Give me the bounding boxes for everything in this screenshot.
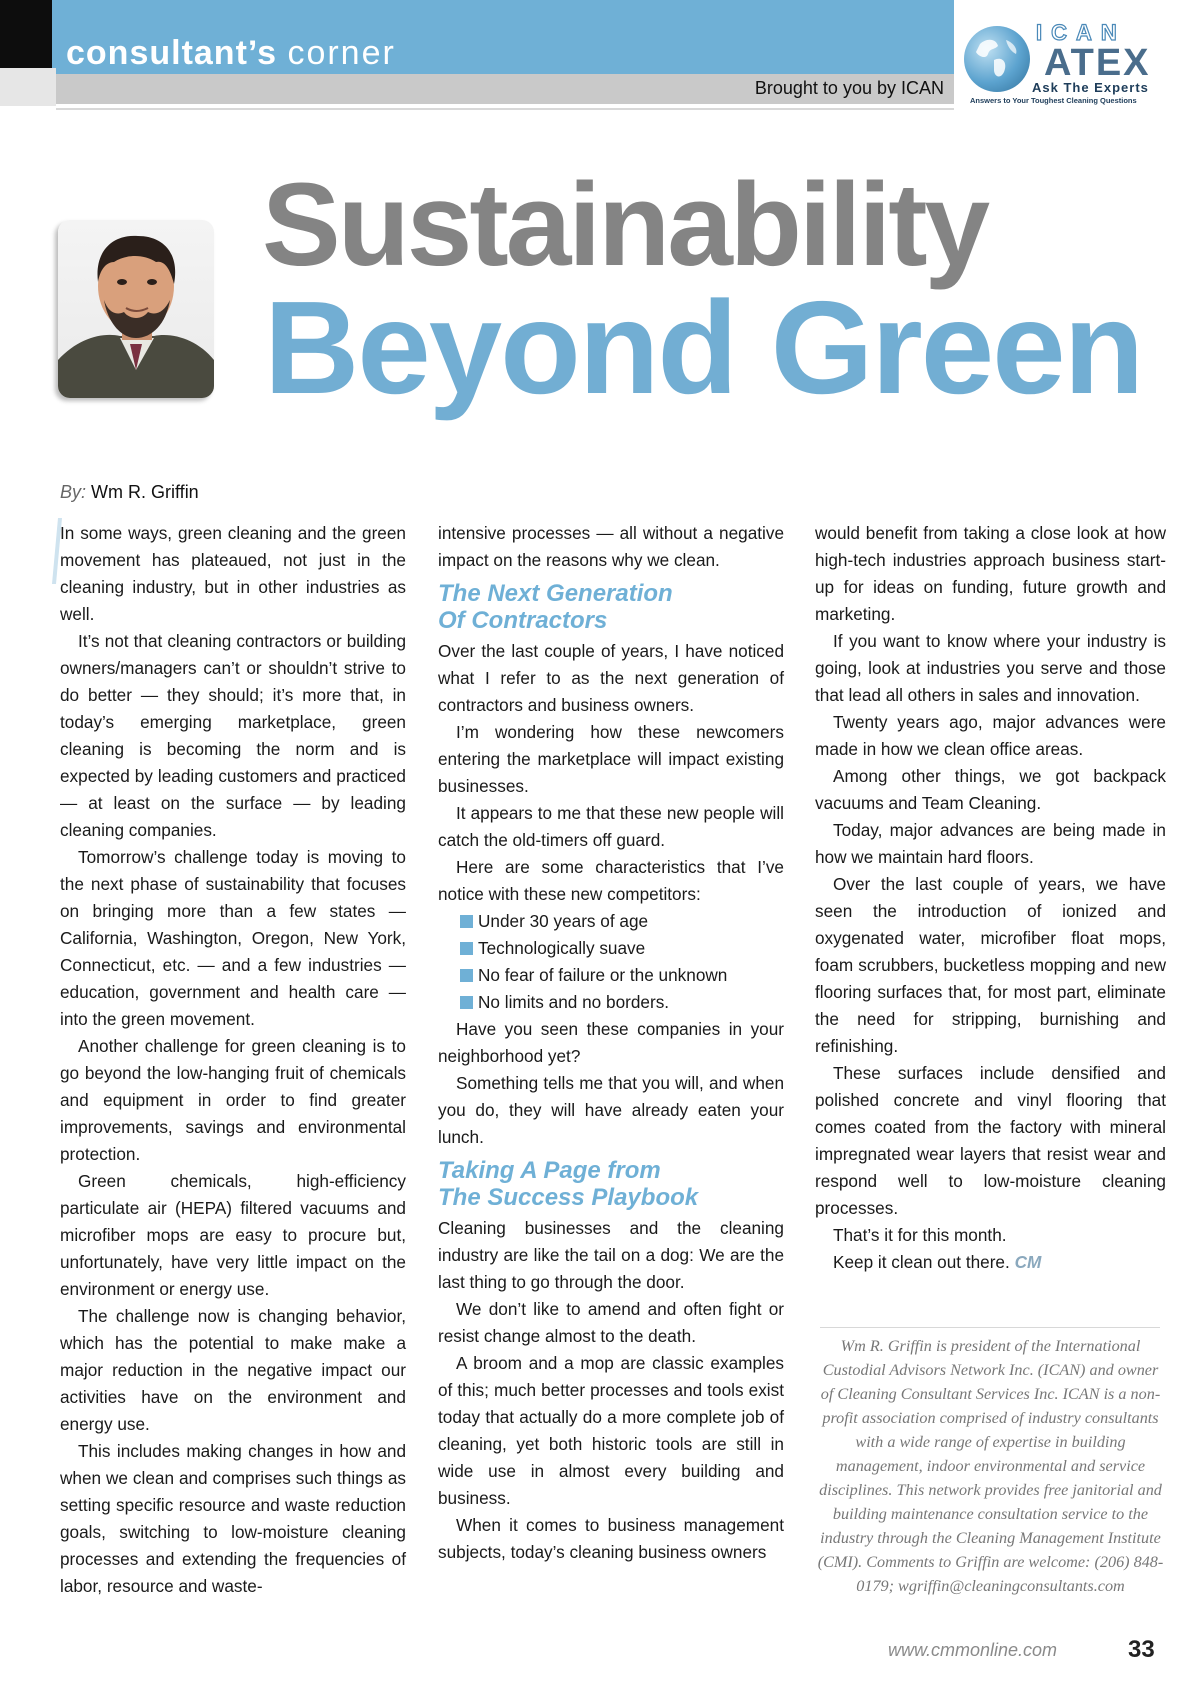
logo-atex-text: ATEX: [1044, 42, 1151, 84]
paragraph: Tomorrow’s challenge today is moving to the next phase of sustainability that focuses on bringing more than a few states — California, Washington, Oregon, New York, Connecticut, etc. — and a few industries — education, government and health care — into the green movement.: [60, 847, 406, 1029]
paragraph: The challenge now is changing behavior, which has the potential to make make a major reduction in the negative impact our activities have on the environment and energy use.: [60, 1306, 406, 1434]
column-1: [60, 520, 406, 1600]
paragraph: Cleaning businesses and the cleaning industry are like the tail on a dog: We are the last thing to go through the door.: [438, 1218, 784, 1292]
sponsor-line: Brought to you by ICAN: [754, 78, 944, 98]
author-bio: Wm R. Griffin is president of the International Custodial Advisors Network Inc. (ICAN) and owner of Cleaning Consultant Services Inc. ICAN is a non-profit association comprised of industry consultants with a wide range of expertise in building management, indoor environmental and service disciplines. This network provides free janitorial and building maintenance consultation service to the industry through the Cleaning Management Institute (CMI). Comments to Griffin are welcome: (206) 848-0179; wgriffin@cleaningconsultants.com: [817, 1337, 1164, 1595]
paragraph: It appears to me that these new people will catch the old-timers off guard.: [438, 803, 784, 850]
subhead-line: Of Contractors: [438, 607, 608, 634]
paragraph: intensive processes — all without a negative impact on the reasons why we clean.: [438, 523, 784, 570]
paragraph: This includes making changes in how and when we clean and comprises such things as setting specific resource and waste reduction goals, switching to low-moisture cleaning processes and extending the frequencies of labor, resource and waste-: [60, 1441, 406, 1596]
paragraph: Have you seen these companies in your neighborhood yet?: [438, 1019, 784, 1066]
bullet-text: Under 30 years of age: [478, 911, 649, 931]
column-2: [438, 520, 784, 1566]
paragraph: In some ways, green cleaning and the green movement has plateaued, not just in the cleaning industry, but in other industries as well.: [60, 523, 406, 624]
paragraph: Green chemicals, high-efficiency particulate air (HEPA) filtered vacuums and microfiber mops are easy to procure but, unfortunately, have very little impact on the environment or energy use.: [60, 1171, 406, 1299]
article-title-line1: Sustainability: [262, 159, 988, 291]
paragraph: would benefit from taking a close look at how high-tech industries approach business start-up for ideas on funding, future growth and marketing.: [815, 523, 1166, 624]
end-sign: CM: [1014, 1252, 1042, 1272]
bullet-text: Technologically suave: [478, 938, 646, 958]
article-title-line2: Beyond Green: [264, 274, 1143, 421]
paragraph: Over the last couple of years, I have noticed what I refer to as the next generation of contractors and business owners.: [438, 641, 784, 715]
page-number: 33: [1128, 1636, 1155, 1663]
logo-tagline: Answers to Your Toughest Cleaning Questions: [970, 96, 1137, 105]
ican-atex-logo: [964, 14, 1170, 114]
bullet-item: [438, 908, 784, 935]
header-divider: [56, 108, 954, 110]
header-black-block: [0, 0, 52, 68]
paragraph: When it comes to business management subjects, today’s cleaning business owners: [438, 1515, 784, 1562]
paragraph: Over the last couple of years, we have seen the introduction of ionized and oxygenated water, microfiber float mops, foam scrubbers, bucketless mopping and new flooring surfaces that, for most part, eliminate the need for stripping, burnishing and refinishing.: [815, 874, 1166, 1056]
subhead-line: Taking A Page from: [438, 1157, 661, 1184]
bullet-text: No limits and no borders.: [478, 992, 670, 1012]
bullet-item: [438, 989, 784, 1016]
paragraph: We don’t like to amend and often fight or resist change almost to the death.: [438, 1299, 784, 1346]
subhead-next-generation: [438, 574, 784, 638]
paragraph: It’s not that cleaning contractors or building owners/managers can’t or shouldn’t strive to do better — they should; it’s more that, in today’s emerging marketplace, green cleaning is becoming the norm and is expected by leading customers and practiced — at least on the surface — by leading cleaning companies.: [60, 631, 406, 840]
section-title: [66, 36, 396, 70]
paragraph: Among other things, we got backpack vacuums and Team Cleaning.: [815, 766, 1166, 813]
bullet-text: No fear of failure or the unknown: [478, 965, 728, 985]
column-3: [815, 520, 1166, 1276]
paragraph: Here are some characteristics that I’ve notice with these new competitors:: [438, 857, 784, 904]
paragraph: These surfaces include densified and polished concrete and vinyl flooring that comes coated from the factory with mineral impregnated wear layers that resist wear and respond well to low-moisture cleaning processes.: [815, 1063, 1166, 1218]
byline-label: By:: [60, 482, 87, 502]
paragraph: If you want to know where your industry is going, look at industries you serve and those that lead all others in sales and innovation.: [815, 631, 1166, 705]
closing-text: Keep it clean out there.: [833, 1252, 1010, 1272]
subhead-success-playbook: [438, 1151, 784, 1215]
paragraph: Twenty years ago, major advances were made in how we clean office areas.: [815, 712, 1166, 759]
section-title-bold: consultant’s: [66, 34, 277, 72]
paragraph: Something tells me that you will, and when you do, they will have already eaten your lunch.: [438, 1073, 784, 1147]
paragraph: Today, major advances are being made in how we maintain hard floors.: [815, 820, 1166, 867]
subhead-line: The Success Playbook: [438, 1184, 699, 1211]
subhead-line: The Next Generation: [438, 580, 673, 607]
closing-line: [815, 1249, 1166, 1276]
byline-name: Wm R. Griffin: [91, 482, 199, 502]
paragraph: Another challenge for green cleaning is to go beyond the low-hanging fruit of chemicals and equipment in order to find greater improvements, savings and environmental protection.: [60, 1036, 406, 1164]
logo-ask-text: Ask The Experts: [1032, 80, 1149, 95]
bullet-item: [438, 962, 784, 989]
header-corner: [0, 68, 56, 106]
section-title-light: corner: [287, 34, 396, 72]
author-photo: [58, 220, 214, 398]
paragraph: That’s it for this month.: [833, 1225, 1007, 1245]
logo-ican-text: ICAN: [1036, 20, 1126, 45]
bio-divider: [820, 1327, 1160, 1328]
paragraph: I’m wondering how these newcomers entering the marketplace will impact existing businesses.: [438, 722, 784, 796]
bullet-item: [438, 935, 784, 962]
byline: [60, 482, 199, 503]
footer-url[interactable]: www.cmmonline.com: [888, 1640, 1058, 1660]
globe-icon: [964, 26, 1030, 92]
paragraph: A broom and a mop are classic examples of this; much better processes and tools exist today that actually do a more complete job of cleaning, yet both historic tools are still in wide use in almost every building and business.: [438, 1353, 784, 1508]
